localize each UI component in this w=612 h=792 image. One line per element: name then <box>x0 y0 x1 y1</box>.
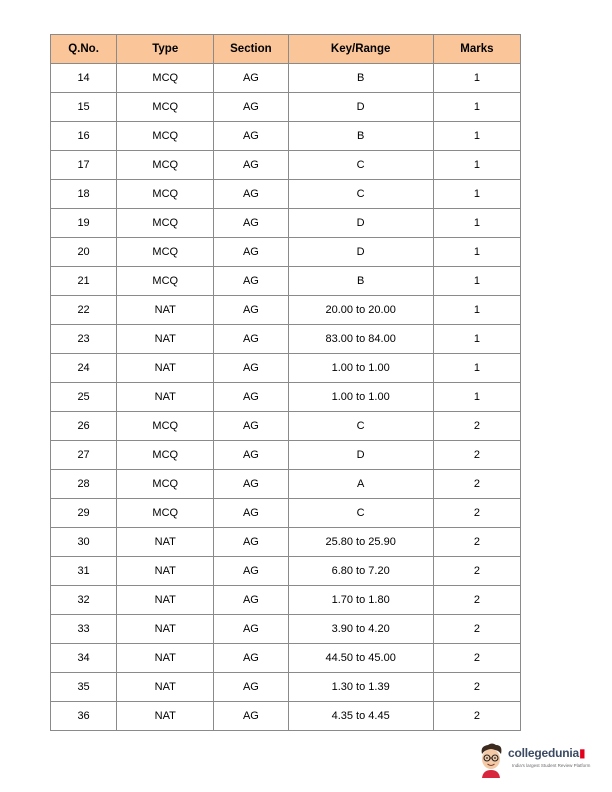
cell-section: AG <box>214 441 288 470</box>
table-row <box>51 354 521 383</box>
table-row <box>51 441 521 470</box>
table-row <box>51 151 521 180</box>
cell-section: AG <box>214 528 288 557</box>
cell-section: AG <box>214 93 288 122</box>
cell-key-range: 4.35 to 4.45 <box>288 702 433 731</box>
cell-qno: 28 <box>51 470 117 499</box>
cell-key-range: 25.80 to 25.90 <box>288 528 433 557</box>
header-marks: Marks <box>433 35 520 64</box>
cell-marks: 1 <box>433 180 520 209</box>
cell-key-range: 1.00 to 1.00 <box>288 354 433 383</box>
cell-qno: 32 <box>51 586 117 615</box>
cell-marks: 1 <box>433 151 520 180</box>
cell-qno: 23 <box>51 325 117 354</box>
cell-type: MCQ <box>117 238 214 267</box>
cell-section: AG <box>214 644 288 673</box>
cell-type: NAT <box>117 325 214 354</box>
cell-key-range: 3.90 to 4.20 <box>288 615 433 644</box>
cell-qno: 33 <box>51 615 117 644</box>
cell-marks: 2 <box>433 441 520 470</box>
table-row <box>51 238 521 267</box>
cell-marks: 2 <box>433 586 520 615</box>
cell-type: NAT <box>117 354 214 383</box>
cell-type: NAT <box>117 296 214 325</box>
collegedunia-logo[interactable] <box>476 742 606 782</box>
cell-marks: 2 <box>433 470 520 499</box>
cell-key-range: C <box>288 151 433 180</box>
cell-key-range: 83.00 to 84.00 <box>288 325 433 354</box>
cell-key-range: 1.00 to 1.00 <box>288 383 433 412</box>
table-row <box>51 122 521 151</box>
cell-qno: 18 <box>51 180 117 209</box>
cell-qno: 17 <box>51 151 117 180</box>
cell-marks: 1 <box>433 325 520 354</box>
cell-qno: 27 <box>51 441 117 470</box>
cell-marks: 2 <box>433 412 520 441</box>
cell-marks: 1 <box>433 93 520 122</box>
table-row <box>51 267 521 296</box>
cell-qno: 35 <box>51 673 117 702</box>
cell-marks: 2 <box>433 615 520 644</box>
cell-qno: 21 <box>51 267 117 296</box>
cell-key-range: 1.70 to 1.80 <box>288 586 433 615</box>
cell-type: NAT <box>117 644 214 673</box>
cell-qno: 19 <box>51 209 117 238</box>
cell-section: AG <box>214 325 288 354</box>
cell-marks: 2 <box>433 644 520 673</box>
logo-name-text: collegedunia <box>508 746 579 760</box>
cell-key-range: C <box>288 499 433 528</box>
table-row <box>51 296 521 325</box>
cell-marks: 1 <box>433 354 520 383</box>
cell-qno: 15 <box>51 93 117 122</box>
cell-section: AG <box>214 615 288 644</box>
cell-section: AG <box>214 499 288 528</box>
cell-marks: 1 <box>433 383 520 412</box>
cell-type: MCQ <box>117 209 214 238</box>
cell-key-range: 1.30 to 1.39 <box>288 673 433 702</box>
cell-marks: 2 <box>433 673 520 702</box>
table-row <box>51 64 521 93</box>
header-section: Section <box>214 35 288 64</box>
mascot-icon <box>476 742 506 778</box>
table-row <box>51 586 521 615</box>
table-row <box>51 383 521 412</box>
cell-key-range: D <box>288 238 433 267</box>
cell-qno: 16 <box>51 122 117 151</box>
cell-key-range: D <box>288 209 433 238</box>
cell-key-range: B <box>288 122 433 151</box>
cell-key-range: C <box>288 180 433 209</box>
cell-qno: 14 <box>51 64 117 93</box>
cell-key-range: B <box>288 64 433 93</box>
table-row <box>51 615 521 644</box>
cell-type: NAT <box>117 528 214 557</box>
cell-key-range: C <box>288 412 433 441</box>
table-row <box>51 180 521 209</box>
logo-tagline: India's largest Student Review Platform <box>512 763 591 768</box>
cell-section: AG <box>214 673 288 702</box>
cell-type: NAT <box>117 673 214 702</box>
header-type: Type <box>117 35 214 64</box>
cell-type: MCQ <box>117 267 214 296</box>
cell-type: MCQ <box>117 93 214 122</box>
cell-key-range: B <box>288 267 433 296</box>
cell-section: AG <box>214 64 288 93</box>
cell-type: MCQ <box>117 499 214 528</box>
table-header-row <box>51 35 521 64</box>
cell-key-range: D <box>288 441 433 470</box>
table-row <box>51 557 521 586</box>
answer-key-table <box>50 34 521 731</box>
table-row <box>51 702 521 731</box>
cell-key-range: 6.80 to 7.20 <box>288 557 433 586</box>
cell-section: AG <box>214 267 288 296</box>
cell-qno: 34 <box>51 644 117 673</box>
cell-qno: 31 <box>51 557 117 586</box>
cell-key-range: 44.50 to 45.00 <box>288 644 433 673</box>
cell-type: MCQ <box>117 151 214 180</box>
cell-section: AG <box>214 586 288 615</box>
cell-type: MCQ <box>117 122 214 151</box>
cell-section: AG <box>214 412 288 441</box>
cell-type: MCQ <box>117 412 214 441</box>
cell-section: AG <box>214 122 288 151</box>
cell-section: AG <box>214 296 288 325</box>
cell-key-range: A <box>288 470 433 499</box>
cell-marks: 2 <box>433 557 520 586</box>
table-row <box>51 325 521 354</box>
table-row <box>51 673 521 702</box>
cell-type: NAT <box>117 586 214 615</box>
header-qno: Q.No. <box>51 35 117 64</box>
cell-type: MCQ <box>117 470 214 499</box>
logo-accent-mark: ▮ <box>578 746 586 760</box>
table-row <box>51 528 521 557</box>
cell-type: NAT <box>117 383 214 412</box>
cell-marks: 2 <box>433 702 520 731</box>
cell-section: AG <box>214 209 288 238</box>
table-row <box>51 499 521 528</box>
cell-type: MCQ <box>117 64 214 93</box>
table-row <box>51 644 521 673</box>
cell-qno: 29 <box>51 499 117 528</box>
cell-section: AG <box>214 470 288 499</box>
cell-qno: 36 <box>51 702 117 731</box>
cell-section: AG <box>214 354 288 383</box>
table-row <box>51 412 521 441</box>
cell-section: AG <box>214 383 288 412</box>
cell-marks: 2 <box>433 499 520 528</box>
cell-marks: 1 <box>433 238 520 267</box>
cell-section: AG <box>214 238 288 267</box>
logo-name <box>508 746 585 760</box>
cell-qno: 26 <box>51 412 117 441</box>
cell-qno: 20 <box>51 238 117 267</box>
table-row <box>51 209 521 238</box>
cell-marks: 1 <box>433 122 520 151</box>
cell-marks: 1 <box>433 64 520 93</box>
cell-type: NAT <box>117 557 214 586</box>
cell-section: AG <box>214 180 288 209</box>
cell-qno: 30 <box>51 528 117 557</box>
cell-type: NAT <box>117 615 214 644</box>
cell-type: MCQ <box>117 180 214 209</box>
cell-section: AG <box>214 151 288 180</box>
table-body <box>51 64 521 731</box>
cell-section: AG <box>214 702 288 731</box>
cell-qno: 24 <box>51 354 117 383</box>
cell-marks: 1 <box>433 209 520 238</box>
cell-section: AG <box>214 557 288 586</box>
cell-type: MCQ <box>117 441 214 470</box>
cell-type: NAT <box>117 702 214 731</box>
table-row <box>51 93 521 122</box>
cell-marks: 1 <box>433 267 520 296</box>
cell-qno: 22 <box>51 296 117 325</box>
cell-qno: 25 <box>51 383 117 412</box>
header-key-range: Key/Range <box>288 35 433 64</box>
table-row <box>51 470 521 499</box>
cell-marks: 2 <box>433 528 520 557</box>
cell-key-range: D <box>288 93 433 122</box>
cell-marks: 1 <box>433 296 520 325</box>
cell-key-range: 20.00 to 20.00 <box>288 296 433 325</box>
